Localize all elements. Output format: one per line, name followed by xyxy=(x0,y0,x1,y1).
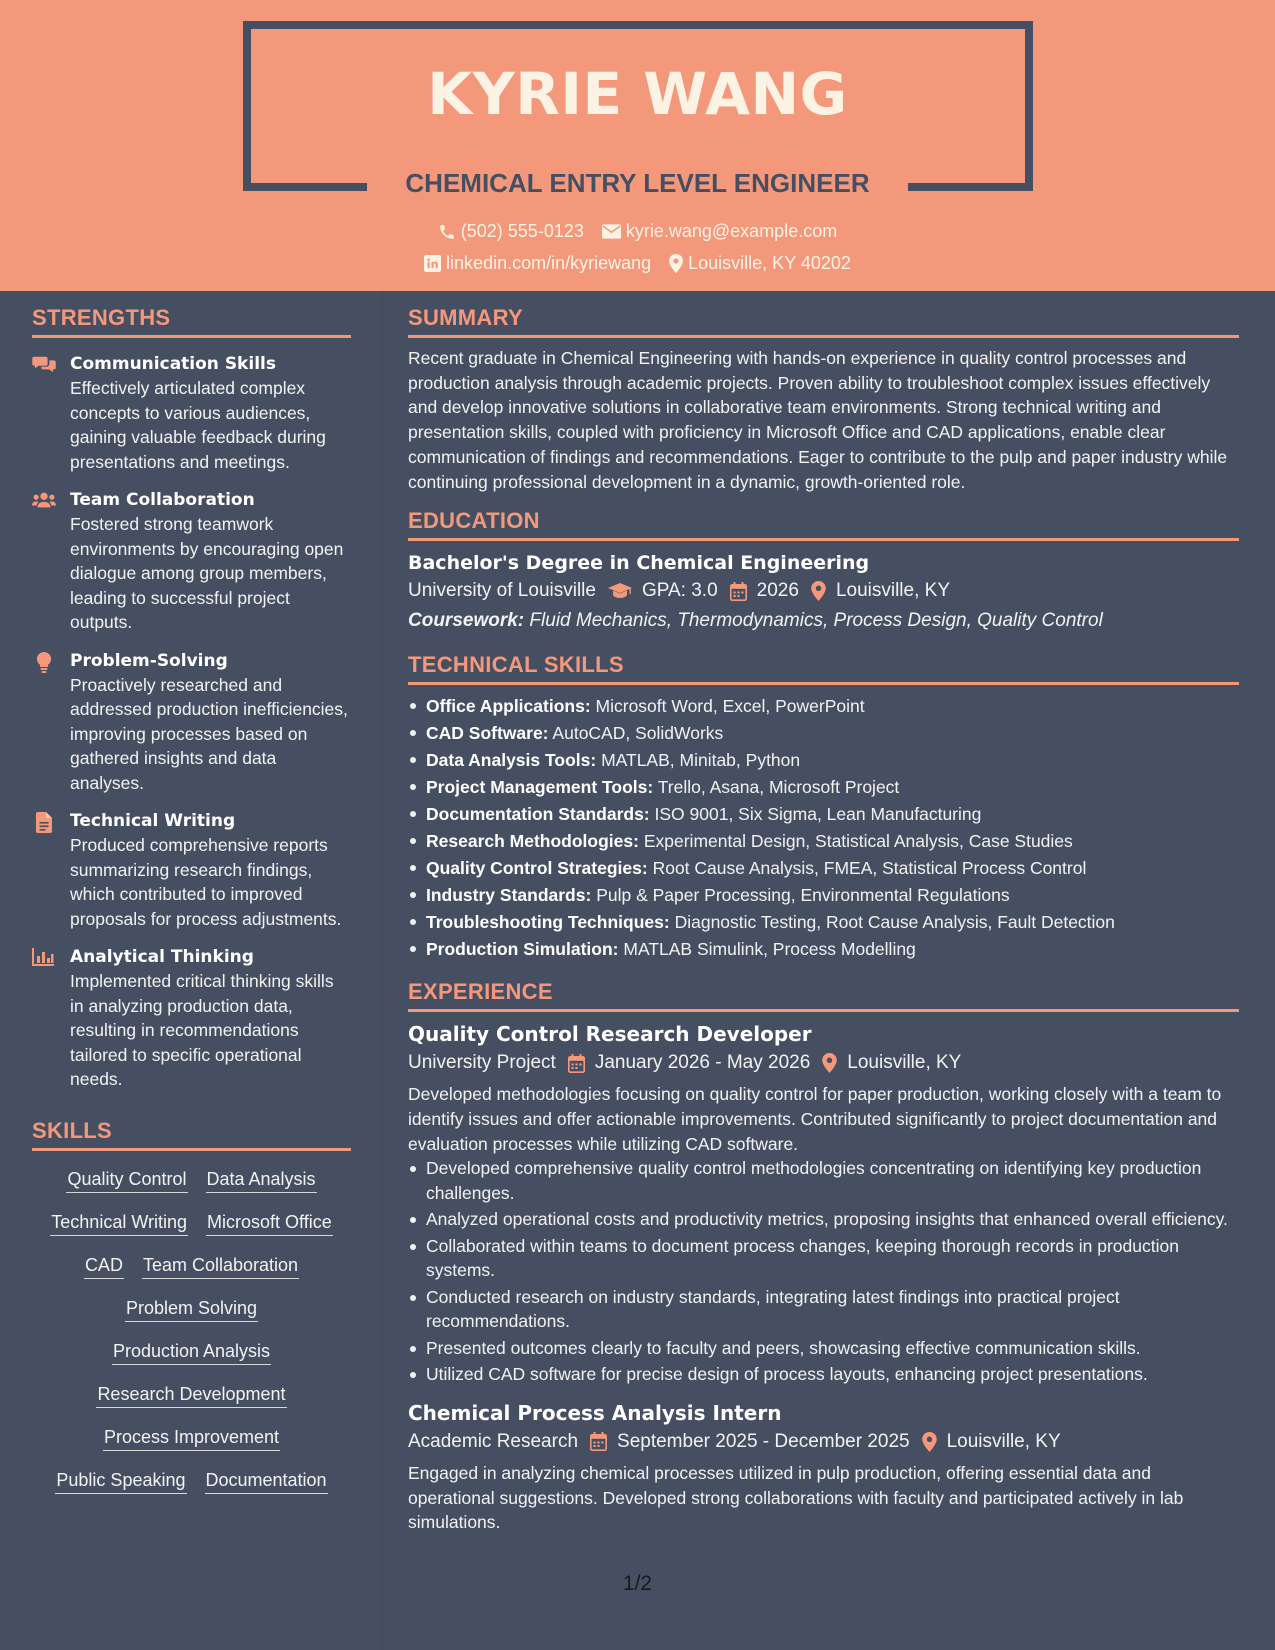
strength-title: Problem-Solving xyxy=(70,650,228,671)
list-item: CAD Software: AutoCAD, SolidWorks xyxy=(408,720,1239,747)
right-column xyxy=(408,305,1239,1535)
map-pin-icon xyxy=(922,1432,937,1452)
location-text: Louisville, KY 40202 xyxy=(688,253,851,273)
strength-description: Fostered strong teamwork environments by encouraging open dialogue among group members, leading to successful project outputs. xyxy=(70,514,344,632)
skills-list xyxy=(32,1151,351,1503)
job-entry xyxy=(408,1022,1239,1387)
strength-description: Produced comprehensive reports summarizing research findings, which contributed to improved proposals for process adjustments. xyxy=(70,835,342,929)
linkedin-link[interactable]: linkedin.com/in/kyriewang xyxy=(446,253,652,273)
job-dates: January 2026 - May 2026 xyxy=(594,1052,811,1074)
skill-tag: Public Speaking xyxy=(55,1468,186,1494)
graduation-cap-icon xyxy=(608,583,632,599)
job-description: Developed methodologies focusing on quality control for paper production, working closely with a team to identify issues and offer actionable improvements. Contributed significantly to project documentation and evaluation processes while utilizing CAD software. xyxy=(408,1084,1222,1154)
list-item: Conducted research on industry standards, integrating latest findings into practical project recommendations. xyxy=(408,1285,1239,1334)
coursework xyxy=(408,610,1239,632)
list-item: Research Methodologies: Experimental Design, Statistical Analysis, Case Studies xyxy=(408,828,1239,855)
list-item: Production Simulation: MATLAB Simulink, Process Modelling xyxy=(408,936,1239,963)
strength-item xyxy=(32,352,351,474)
technical-skills-list xyxy=(408,693,1239,963)
list-item: Project Management Tools: Trello, Asana, Microsoft Project xyxy=(408,774,1239,801)
technical-skills-heading: TECHNICAL SKILLS xyxy=(408,652,1239,685)
calendar-icon xyxy=(730,582,747,601)
skill-tag: Team Collaboration xyxy=(142,1253,299,1279)
job-organization: Academic Research xyxy=(408,1430,579,1452)
strength-description: Proactively researched and addressed production inefficiencies, improving processes based on gathered insights and data analyses. xyxy=(70,674,348,793)
email-link[interactable]: kyrie.wang@example.com xyxy=(625,221,838,241)
phone-icon xyxy=(438,223,456,241)
job-title: Quality Control Research Developer xyxy=(408,1022,812,1047)
resume-header xyxy=(0,0,1275,291)
list-item: Documentation Standards: ISO 9001, Six Sigma, Lean Manufacturing xyxy=(408,801,1239,828)
job-location: Louisville, KY xyxy=(946,1430,1061,1452)
contact-email xyxy=(602,221,837,242)
skill-tag: Technical Writing xyxy=(50,1210,188,1236)
degree-title: Bachelor's Degree in Chemical Engineering xyxy=(408,552,870,575)
list-item: Office Applications: Microsoft Word, Excel, PowerPoint xyxy=(408,693,1239,720)
contact-row-1 xyxy=(0,221,1275,242)
list-item: Analyzed operational costs and productivity metrics, proposing insights that enhanced overall efficiency. xyxy=(408,1207,1239,1232)
contact-phone xyxy=(438,221,584,242)
skill-tag: Microsoft Office xyxy=(206,1210,333,1236)
list-item: Developed comprehensive quality control methodologies concentrating on identifying key production challenges. xyxy=(408,1156,1239,1205)
list-item: Collaborated within teams to document process changes, keeping thorough records in production systems. xyxy=(408,1234,1239,1283)
job-dates: September 2025 - December 2025 xyxy=(617,1430,910,1452)
contact-location xyxy=(669,253,851,274)
strength-item xyxy=(32,945,351,1092)
document-icon xyxy=(32,809,70,931)
job-role: CHEMICAL ENTRY LEVEL ENGINEER xyxy=(405,168,870,198)
skill-tag: Data Analysis xyxy=(206,1167,317,1193)
calendar-icon xyxy=(590,1432,607,1451)
envelope-icon xyxy=(602,224,621,239)
summary-text: Recent graduate in Chemical Engineering with hands-on experience in quality control processes and production analysis through academic projects. Proven ability to troubleshoot complex issues effectively and develop innovative solutions in collaborative team environments. Strong technical writing and presentation skills, coupled with proficiency in Microsoft Office and CAD applications, enable clear communication of findings and recommendations. Eager to contribute to the pulp and paper industry while continuing professional development in a dynamic, growth-oriented role. xyxy=(408,348,1228,492)
skill-tag: Production Analysis xyxy=(112,1339,271,1365)
comments-icon xyxy=(32,352,70,474)
skill-tag: Research Development xyxy=(96,1382,286,1408)
strength-title: Analytical Thinking xyxy=(70,947,254,967)
job-meta xyxy=(408,1431,1239,1453)
education-meta xyxy=(408,580,1239,602)
users-icon xyxy=(32,488,70,635)
graduation-year: 2026 xyxy=(756,580,799,602)
lightbulb-icon xyxy=(32,649,70,796)
strength-item xyxy=(32,809,351,931)
school-name: University of Louisville xyxy=(408,580,596,602)
education-location: Louisville, KY xyxy=(835,580,950,602)
contact-linkedin xyxy=(424,253,651,274)
strength-title: Communication Skills xyxy=(70,354,276,374)
strengths-heading: STRENGTHS xyxy=(32,305,351,338)
list-item: Data Analysis Tools: MATLAB, Minitab, Python xyxy=(408,747,1239,774)
contact-row-2 xyxy=(0,253,1275,274)
education-heading: EDUCATION xyxy=(408,508,1239,541)
candidate-name: KYRIE WANG xyxy=(427,60,848,128)
experience-heading: EXPERIENCE xyxy=(408,979,1239,1012)
job-entry xyxy=(408,1401,1239,1535)
phone-number[interactable]: (502) 555-0123 xyxy=(460,221,584,241)
skills-heading: SKILLS xyxy=(32,1118,351,1151)
strength-description: Effectively articulated complex concepts to various audiences, gaining valuable feedback during presentations and meetings. xyxy=(70,378,326,472)
list-item: Utilized CAD software for precise design of process layouts, enhancing project presentations. xyxy=(408,1362,1239,1387)
strength-title: Team Collaboration xyxy=(70,490,255,510)
map-pin-icon xyxy=(811,581,826,601)
job-description: Engaged in analyzing chemical processes utilized in pulp production, offering essential data and operational suggestions. Developed strong collaborations with faculty and participated actively in lab simulations. xyxy=(408,1462,1184,1533)
coursework-list: Fluid Mechanics, Thermodynamics, Process Design, Quality Control xyxy=(529,610,1103,632)
job-meta xyxy=(408,1052,1239,1074)
job-bullets xyxy=(408,1156,1239,1387)
skill-tag: Documentation xyxy=(205,1468,328,1494)
skill-tag: CAD xyxy=(84,1253,124,1279)
job-organization: University Project xyxy=(408,1052,556,1074)
column-divider xyxy=(382,291,383,1650)
strength-item xyxy=(32,488,351,635)
summary-heading: SUMMARY xyxy=(408,305,1239,338)
calendar-icon xyxy=(568,1054,585,1073)
linkedin-icon xyxy=(424,255,441,272)
map-pin-icon xyxy=(669,254,683,273)
strength-item xyxy=(32,649,351,796)
job-location: Louisville, KY xyxy=(847,1052,962,1074)
skill-tag: Quality Control xyxy=(66,1167,187,1193)
list-item: Troubleshooting Techniques: Diagnostic Testing, Root Cause Analysis, Fault Detection xyxy=(408,909,1239,936)
list-item: Industry Standards: Pulp & Paper Processing, Environmental Regulations xyxy=(408,882,1239,909)
map-pin-icon xyxy=(822,1053,837,1073)
gpa-text: GPA: 3.0 xyxy=(641,580,718,602)
coursework-label: Coursework: xyxy=(408,610,525,632)
left-column xyxy=(32,305,351,1503)
job-title: Chemical Process Analysis Intern xyxy=(408,1400,782,1425)
list-item: Quality Control Strategies: Root Cause Analysis, FMEA, Statistical Process Control xyxy=(408,855,1239,882)
strength-title: Technical Writing xyxy=(70,811,236,831)
skill-tag: Process Improvement xyxy=(103,1425,280,1451)
bar-chart-icon xyxy=(32,945,70,1092)
page-number: 1/2 xyxy=(622,1572,653,1595)
skill-tag: Problem Solving xyxy=(125,1296,258,1322)
list-item: Presented outcomes clearly to faculty and peers, showcasing effective communication skills. xyxy=(408,1336,1239,1361)
strength-description: Implemented critical thinking skills in analyzing production data, resulting in recommendations tailored to specific operational needs. xyxy=(70,971,334,1089)
